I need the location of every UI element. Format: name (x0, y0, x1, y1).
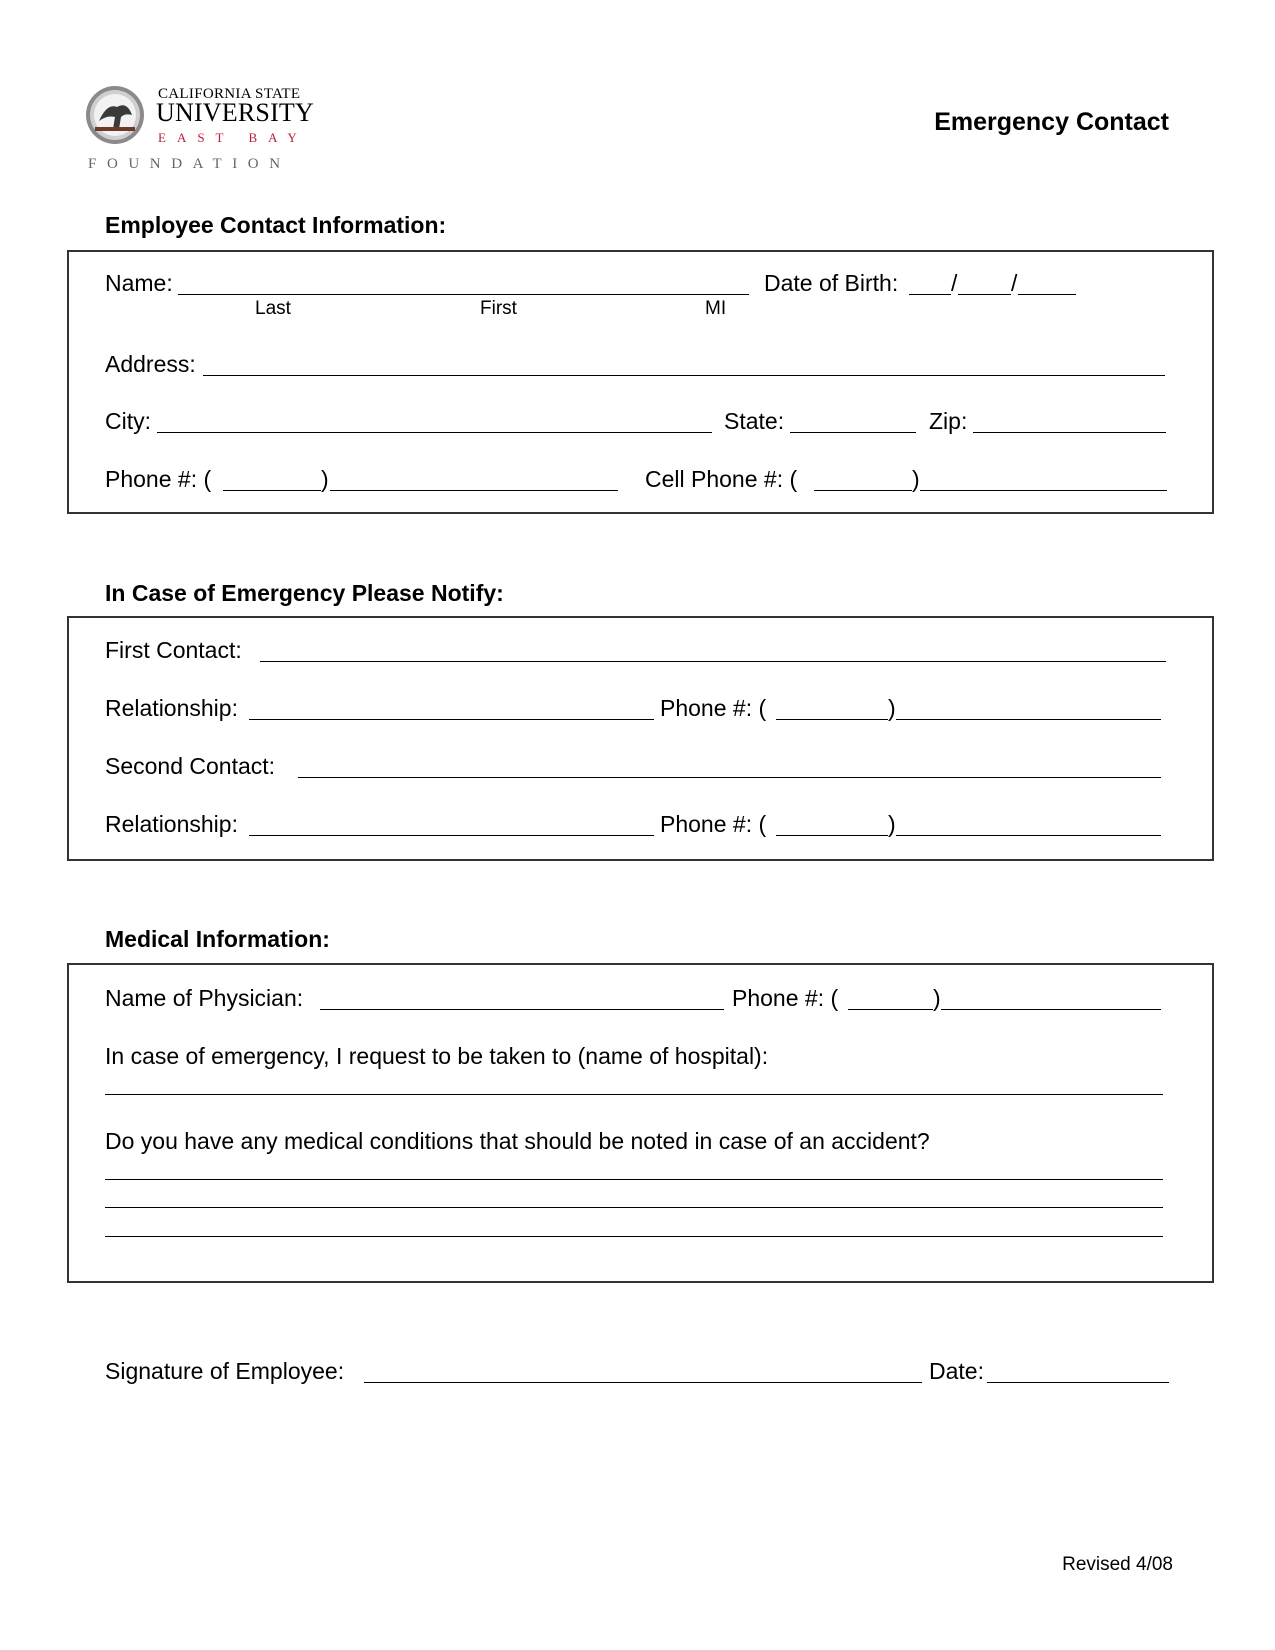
employee-contact-box (67, 250, 1214, 514)
cell-phone-label: Cell Phone #: ( (645, 466, 798, 492)
medical-conditions-label: Do you have any medical conditions that should be noted in case of an accident? (105, 1128, 930, 1154)
revision-note: Revised 4/08 (1062, 1554, 1173, 1575)
name-label: Name: (105, 270, 173, 296)
second-relationship-label: Relationship: (105, 811, 238, 837)
medical-section-heading: Medical Information: (105, 926, 330, 952)
phone-number-field[interactable] (330, 490, 618, 491)
hospital-question-label: In case of emergency, I request to be taken to (name of hospital): (105, 1043, 769, 1069)
physician-phone-label: Phone #: ( (732, 985, 839, 1011)
logo-text-foundation: FOUNDATION (88, 156, 291, 172)
medical-conditions-field-line-1[interactable] (105, 1179, 1163, 1180)
phone-area-code-field[interactable] (223, 490, 321, 491)
second-relationship-field[interactable] (249, 835, 654, 836)
medical-conditions-field-line-3[interactable] (105, 1236, 1163, 1237)
phone-paren-close: ) (321, 466, 329, 492)
dob-separator: / (1011, 270, 1018, 296)
first-relationship-field[interactable] (249, 719, 654, 720)
dob-month-field[interactable] (909, 294, 951, 295)
physician-label: Name of Physician: (105, 985, 304, 1011)
signature-date-field[interactable] (987, 1382, 1169, 1383)
zip-label: Zip: (929, 408, 968, 434)
city-field[interactable] (157, 432, 712, 433)
second-contact-phone-label: Phone #: ( (660, 811, 767, 837)
medical-conditions-field-line-2[interactable] (105, 1207, 1163, 1208)
first-relationship-label: Relationship: (105, 695, 238, 721)
second-contact-label: Second Contact: (105, 753, 276, 779)
physician-paren-close: ) (933, 985, 941, 1011)
hospital-name-field[interactable] (105, 1094, 1163, 1095)
name-sublabel-mi: MI (705, 298, 727, 319)
second-contact-area-code-field[interactable] (776, 835, 888, 836)
dob-year-field[interactable] (1018, 294, 1076, 295)
name-field[interactable] (178, 294, 749, 295)
logo-text-california-state: CALIFORNIA STATE (158, 86, 301, 102)
address-label: Address: (105, 351, 196, 377)
emergency-section-heading: In Case of Emergency Please Notify: (105, 580, 504, 606)
second-contact-paren-close: ) (888, 811, 896, 837)
name-sublabel-first: First (480, 298, 517, 319)
address-field[interactable] (203, 375, 1165, 376)
signature-label: Signature of Employee: (105, 1358, 345, 1384)
first-contact-area-code-field[interactable] (776, 719, 888, 720)
dob-separator: / (951, 270, 958, 296)
document-title: Emergency Contact (934, 108, 1169, 136)
cell-number-field[interactable] (920, 490, 1167, 491)
name-sublabel-last: Last (255, 298, 291, 319)
logo-text-east-bay: EAST BAY (158, 130, 308, 145)
city-label: City: (105, 408, 151, 434)
physician-phone-field[interactable] (941, 1009, 1161, 1010)
physician-area-code-field[interactable] (848, 1009, 933, 1010)
employee-section-heading: Employee Contact Information: (105, 212, 447, 238)
first-contact-phone-field[interactable] (896, 719, 1161, 720)
phone-label: Phone #: ( (105, 466, 212, 492)
state-field[interactable] (790, 432, 916, 433)
state-label: State: (724, 408, 785, 434)
dob-day-field[interactable] (958, 294, 1011, 295)
second-contact-field[interactable] (298, 777, 1161, 778)
signature-field[interactable] (364, 1382, 922, 1383)
physician-field[interactable] (320, 1009, 724, 1010)
university-seal-icon (85, 85, 145, 145)
first-contact-field[interactable] (260, 661, 1166, 662)
signature-date-label: Date: (929, 1358, 984, 1384)
first-contact-paren-close: ) (888, 695, 896, 721)
logo-text-university: UNIVERSITY (156, 98, 314, 127)
second-contact-phone-field[interactable] (896, 835, 1161, 836)
zip-field[interactable] (973, 432, 1166, 433)
dob-label: Date of Birth: (764, 270, 899, 296)
first-contact-label: First Contact: (105, 637, 242, 663)
cell-area-code-field[interactable] (814, 490, 912, 491)
cell-paren-close: ) (912, 466, 920, 492)
first-contact-phone-label: Phone #: ( (660, 695, 767, 721)
